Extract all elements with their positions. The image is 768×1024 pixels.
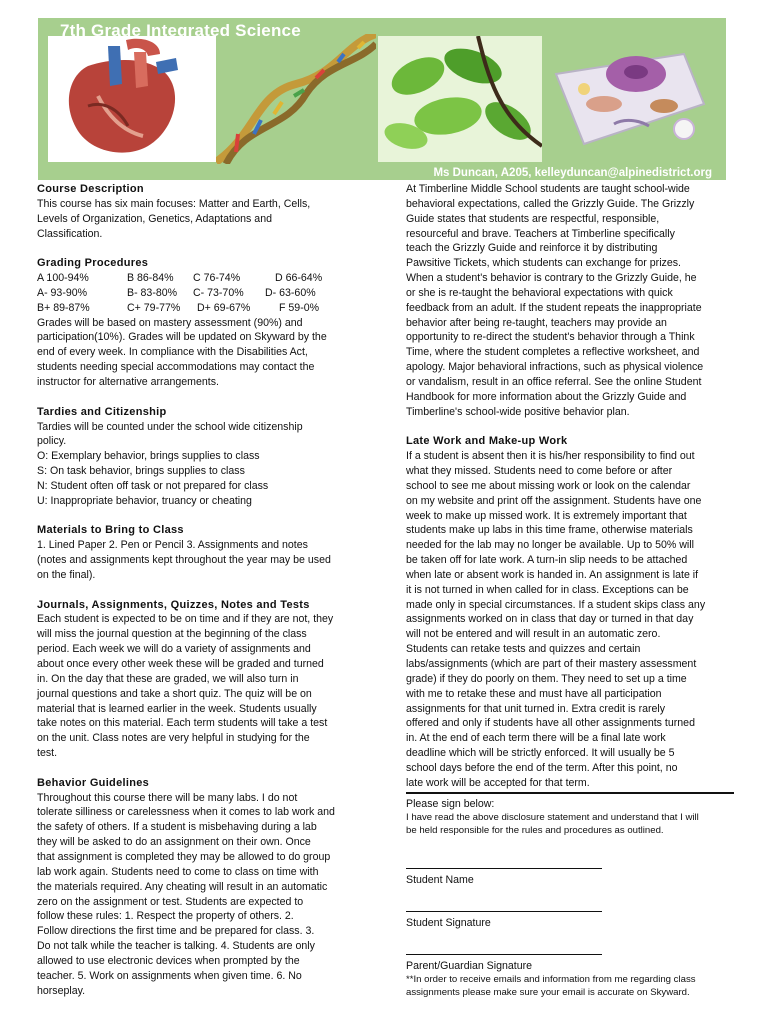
grade-cell: C 76-74% (193, 272, 241, 285)
signature-section (406, 797, 731, 1000)
grizzly-line: opportunity to re-direct the student's behavior through a Think (406, 331, 695, 344)
grizzly-line: Pawsitive Tickets, which students can exchange for prizes. (406, 257, 681, 270)
right-column (406, 182, 731, 1000)
journals-line: Each student is expected to be on time and if they are not, they (37, 613, 334, 626)
grade-cell: A- 93-90% (37, 286, 88, 299)
grade-cell: B+ 89-87% (37, 301, 90, 314)
behavior-heading: Behavior Guidelines (37, 776, 150, 789)
late-work-line: late work will be accepted for that term. (406, 776, 590, 789)
late-work-line: assignments for that unit turned in. Extra credit is rarely (406, 702, 666, 715)
journals-line: journal questions and take a short quiz. The quiz will be on (37, 687, 312, 700)
grade-cell: C- 73-70% (193, 286, 244, 299)
behavior-line: zero on the assignment or test. Students are expected to (37, 895, 304, 908)
tardies-line: O: Exemplary behavior, brings supplies to class (37, 450, 260, 463)
student-signature-line[interactable] (406, 911, 602, 912)
heart-image (48, 36, 216, 162)
behavior-line: that assignment is completed they may be allowed to do group (37, 850, 331, 863)
behavior-line: allowed to use electronic devices when prompted by the (37, 954, 300, 967)
journals-line: on the unit. Class notes are very helpful in studying for the (37, 732, 310, 745)
behavior-line: the safety of others. If a student is misbehaving during a lab (37, 821, 317, 834)
journals-line: material that is learned earlier in the week. Students usually (37, 702, 317, 715)
sign-intro: Please sign below: (406, 797, 495, 810)
disclosure-statement-line: be held responsible for the rules and procedures as outlined. (406, 825, 664, 837)
banner-title: 7th Grade Integrated Science (60, 21, 301, 40)
grading-line: instructor for alternative arrangements. (37, 375, 219, 388)
grade-cell: B 86-84% (127, 272, 174, 285)
parent-signature-label: Parent/Guardian Signature (406, 959, 533, 972)
late-work-heading: Late Work and Make-up Work (406, 435, 568, 448)
grade-cell: C+ 79-77% (127, 301, 181, 314)
teacher-contact: Ms Duncan, A205, kelleyduncan@alpinedistrict.org (433, 167, 712, 179)
grizzly-line: Time, where the student completes a reflective worksheet, and (406, 346, 700, 359)
grizzly-line: At Timberline Middle School students are taught school-wide (406, 183, 690, 195)
late-work-line: what they missed. Students need to come before or after (406, 465, 673, 478)
tardies-line: N: Student often off task or not prepared for class (37, 479, 269, 492)
grading-line: Grades will be based on mastery assessment (90%) and (37, 316, 303, 329)
course-description-line: Classification. (37, 227, 103, 240)
materials-section (37, 523, 369, 582)
parent-signature-line[interactable] (406, 954, 602, 955)
behavior-line: lab work again. Students need to come to class on time with (37, 865, 319, 878)
grade-cell: D- 63-60% (265, 286, 316, 299)
grade-cell: B- 83-80% (127, 286, 178, 299)
behavior-line: horseplay. (37, 984, 86, 997)
grade-scale-row (37, 286, 369, 301)
grizzly-line: feedback from an adult. If the student repeats the inappropriate (406, 301, 702, 314)
journals-heading: Journals, Assignments, Quizzes, Notes and Tests (37, 598, 310, 611)
grizzly-guide-section (406, 182, 731, 420)
journals-line: in. On the day that these are graded, we will also turn in (37, 672, 299, 685)
grizzly-line: behavior after being re-taught, teachers may provide an (406, 316, 667, 329)
journals-section (37, 598, 369, 761)
header-banner (38, 18, 726, 180)
tardies-line: S: On task behavior, brings supplies to class (37, 465, 245, 478)
tardies-line: policy. (37, 435, 67, 448)
grizzly-line: resourceful and brave. Teachers at Timberline specifically (406, 227, 675, 240)
journals-line: about once every other week these will be graded and turned (37, 658, 324, 670)
grizzly-line: When a student's behavior is contrary to the Grizzly Guide, he (406, 272, 697, 285)
course-description-section (37, 182, 369, 241)
late-work-line: labs/assignments (which are part of their mastery assessment (406, 658, 697, 670)
grizzly-line: Handbook for more information about the Grizzly Guide and (406, 390, 687, 403)
behavior-section (37, 776, 369, 999)
course-description-line: Levels of Organization, Genetics, Adaptations and (37, 212, 272, 225)
grading-section (37, 256, 369, 390)
grade-cell: A 100-94% (37, 272, 89, 285)
materials-line: 1. Lined Paper 2. Pen or Pencil 3. Assignments and notes (37, 539, 308, 552)
journals-line: period. Each week we will do a variety of assignments and (37, 643, 311, 656)
late-work-line: needed for the lab may no longer be available. Up to 50% will (406, 539, 694, 552)
grizzly-line: apology. Major behavioral infractions, such as physical violence (406, 361, 704, 374)
late-work-section (406, 434, 731, 790)
course-description-heading: Course Description (37, 183, 144, 195)
behavior-line: teacher. 5. Work on assignments when given time. 6. No (37, 969, 302, 982)
behavior-line: they will be asked to do an assignment on their own. Once (37, 836, 311, 849)
grade-scale-row (37, 301, 369, 316)
tardies-heading: Tardies and Citizenship (37, 405, 167, 418)
late-work-line: school to see me about missing work or look on the calendar (406, 479, 691, 492)
grading-line: end of every week. In compliance with the Disabilities Act, (37, 346, 308, 359)
leaves-image (378, 36, 542, 162)
tardies-section (37, 405, 369, 509)
dna-image (216, 34, 376, 164)
email-footnote-line: **In order to receive emails and information from me regarding class (406, 973, 696, 985)
late-work-line: Students can retake tests and quizzes and certain (406, 643, 641, 656)
journals-line: test. (37, 747, 58, 760)
grizzly-line: teach the Grizzly Guide and reinforce it by distributing (406, 242, 658, 255)
grizzly-line: or she is re-taught the behavioral expectations with quick (406, 286, 673, 299)
late-work-line: offered and only if students have all other assignments turned (406, 717, 695, 730)
materials-line: (notes and assignments kept throughout the year may be used (37, 554, 331, 567)
behavior-line: the materials required. Any cheating will result in an automatic (37, 880, 328, 893)
late-work-line: on my website and print off the assignment. Students have one (406, 494, 702, 507)
behavior-line: follow these rules: 1. Respect the property of others. 2. (37, 910, 294, 923)
late-work-line: with me to retake these and must have all participation (406, 687, 662, 700)
grade-cell: F 59-0% (279, 301, 320, 314)
section-divider (406, 792, 734, 794)
tardies-line: Tardies will be counted under the school wide citizenship (37, 420, 303, 433)
materials-line: on the final). (37, 568, 96, 581)
grizzly-line: behavioral expectations, called the Grizzly Guide. The Grizzly (406, 197, 695, 210)
late-work-line: assignments worked on in class that day or turned in that day (406, 613, 694, 626)
late-work-line: school days before the end of the term. After this point, no (406, 761, 678, 774)
grade-cell: D+ 69-67% (197, 301, 251, 314)
journals-line: take notes on this material. Each term students will take a test (37, 717, 328, 730)
course-description-line: This course has six main focuses: Matter and Earth, Cells, (37, 197, 311, 210)
cell-image (544, 34, 712, 164)
student-name-label: Student Name (406, 873, 474, 886)
grizzly-line: Timberline's school-wide positive behavior plan. (406, 405, 630, 418)
late-work-line: be taken off for late work. A turn-in slip needs to be attached (406, 554, 688, 567)
grade-cell: D 66-64% (275, 272, 323, 285)
behavior-line: tolerate silliness or carelessness when it comes to lab work and (37, 806, 335, 819)
late-work-line: grade) if they do poorly on them. They need to set up a time (406, 672, 687, 685)
materials-heading: Materials to Bring to Class (37, 524, 184, 537)
grading-line: students needing special accommodations may contact the (37, 361, 315, 374)
student-name-line[interactable] (406, 868, 602, 869)
late-work-line: week to make up missed work. It is extremely important that (406, 509, 687, 522)
tardies-line: U: Inappropriate behavior, truancy or cheating (37, 494, 252, 507)
left-column (37, 182, 369, 998)
behavior-line: Follow directions the first time and be prepared for class. 3. (37, 925, 315, 938)
grading-heading: Grading Procedures (37, 257, 149, 270)
late-work-line: made only in special circumstances. If a student skips class any (406, 598, 706, 611)
late-work-line: deadline which will be strictly enforced. It will usually be 5 (406, 747, 675, 760)
grizzly-line: or vandalism, result in an office referral. See the online Student (406, 375, 702, 388)
late-work-line: in. At the end of each term there will be a final late work (406, 732, 666, 745)
student-signature-label: Student Signature (406, 916, 491, 929)
grizzly-line: Guide states that students are respectful, responsible, (406, 212, 660, 225)
journals-line: will miss the journal question at the beginning of the class (37, 628, 307, 641)
email-footnote-line: assignments please make sure your email is accurate on Skyward. (406, 987, 690, 999)
grade-scale-row (37, 271, 369, 286)
behavior-line: Do not talk while the teacher is talking. 4. Students are only (37, 940, 315, 953)
disclosure-statement-line: I have read the above disclosure statement and understand that I will (406, 811, 699, 823)
late-work-line: will not be entered and will result in an automatic zero. (406, 628, 661, 641)
late-work-line: students make up labs in this time frame, otherwise materials (406, 524, 693, 537)
late-work-line: when late or absent work is handed in. An assignment is late if (406, 568, 699, 581)
late-work-line: it is not turned in when called for in class. Exceptions can be (406, 583, 689, 596)
behavior-line: Throughout this course there will be many labs. I do not (37, 791, 298, 804)
late-work-line: If a student is absent then it is his/her responsibility to find out (406, 450, 695, 463)
grading-line: participation(10%). Grades will be updated on Skyward by the (37, 331, 327, 344)
